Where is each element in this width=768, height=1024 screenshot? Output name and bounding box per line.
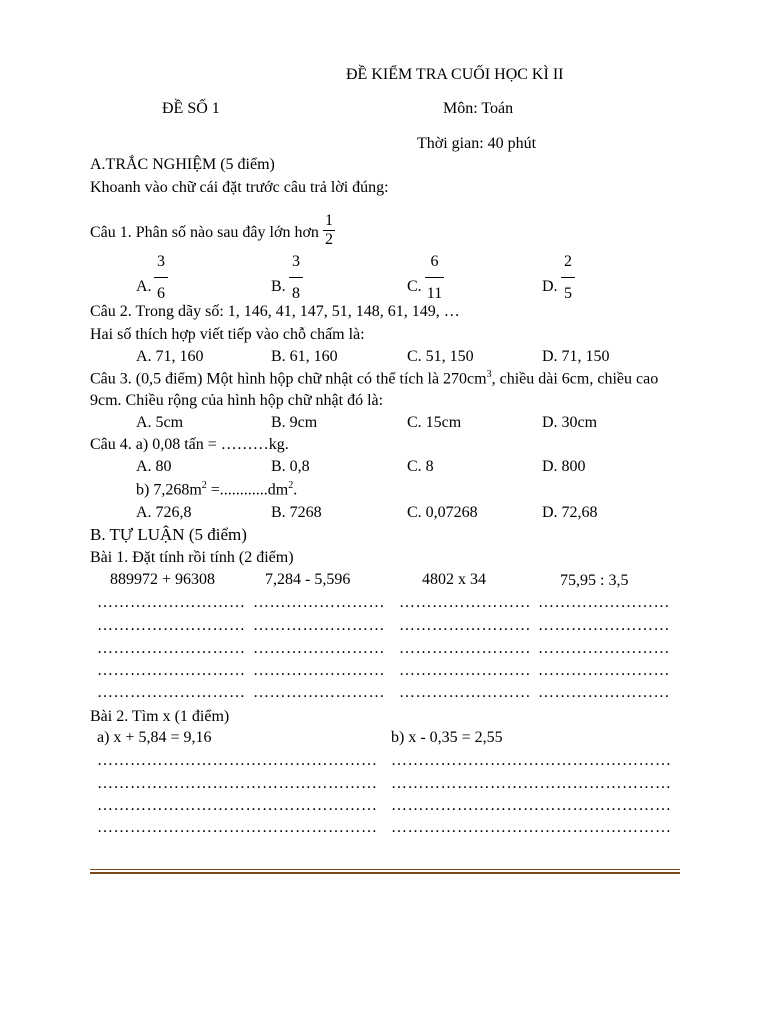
fraction-denominator: 6 <box>157 285 165 302</box>
fraction-numerator: 3 <box>157 253 165 270</box>
question-2-text: Câu 2. Trong dãy số: 1, 146, 41, 147, 51, 148, 61, 149, … <box>90 303 460 320</box>
calc-answer-line: …………………… <box>253 594 385 611</box>
q2-option-d: D. 71, 150 <box>542 348 610 365</box>
footer-rule-thick <box>90 872 680 874</box>
q4a-option-b: B. 0,8 <box>271 458 310 475</box>
part-b-heading: B. TỰ LUẬN (5 điểm) <box>90 525 247 544</box>
calc-answer-line: …………………… <box>253 662 385 679</box>
part-a-heading: A.TRẮC NGHIỆM (5 điểm) <box>90 156 275 173</box>
calc-answer-line: ……………………… <box>97 617 246 634</box>
q3-option-a: A. 5cm <box>136 414 184 431</box>
q4b-option-c: C. 0,07268 <box>407 504 478 521</box>
bai-2-part-b: b) x - 0,35 = 2,55 <box>391 729 503 746</box>
calc-answer-line: …………………… <box>538 617 670 634</box>
q1-option-c-fraction <box>425 254 444 302</box>
calc-answer-line: ……………………… <box>97 684 246 701</box>
find-x-answer-line: …………………………………………… <box>391 819 672 836</box>
bai-1-expression-3: 4802 x 34 <box>422 571 486 588</box>
q1-option-a-fraction <box>154 254 168 302</box>
calc-answer-line: …………………… <box>253 617 385 634</box>
q4b-superscript-2: 2 <box>288 480 294 491</box>
question-4b-text <box>136 480 297 500</box>
bai-1-expression-4: 75,95 : 3,5 <box>560 572 629 589</box>
q4a-option-d: D. 800 <box>542 458 586 475</box>
bai-1-expression-1: 889972 + 96308 <box>110 571 216 588</box>
calc-answer-line: …………………… <box>538 640 670 657</box>
calc-answer-line: …………………… <box>538 662 670 679</box>
q4a-option-a: A. 80 <box>136 458 172 475</box>
q1-option-b-fraction <box>289 254 303 302</box>
fraction-denominator: 8 <box>292 285 300 302</box>
q2-option-c: C. 51, 150 <box>407 348 474 365</box>
fraction-denominator: 11 <box>426 285 443 302</box>
q1-option-b-label: B. <box>271 278 286 295</box>
find-x-answer-line: …………………………………………… <box>97 797 378 814</box>
fraction-denominator: 2 <box>325 231 333 248</box>
exam-time: Thời gian: 40 phút <box>417 135 537 152</box>
calc-answer-line: …………………… <box>399 617 531 634</box>
bai-1-expression-2: 7,284 - 5,596 <box>265 571 351 588</box>
q4b-option-b: B. 7268 <box>271 504 322 521</box>
fraction-denominator: 5 <box>564 285 572 302</box>
q3-superscript: 3 <box>486 369 492 380</box>
q4b-text-b: =............dm <box>206 481 289 499</box>
question-3-text-2: 9cm. Chiều rộng của hình hộp chữ nhật đó là: <box>90 392 384 409</box>
footer-rule-thin <box>90 869 680 870</box>
calc-answer-line: …………………… <box>399 684 531 701</box>
bai-2-title: Bài 2. Tìm x (1 điểm) <box>90 708 230 725</box>
calc-answer-line: ……………………… <box>97 662 246 679</box>
fraction-numerator: 2 <box>564 253 572 270</box>
question-4-text: Câu 4. a) 0,08 tấn = ………kg. <box>90 436 289 453</box>
q4b-superscript-1: 2 <box>201 480 207 491</box>
question-2-text-2: Hai số thích hợp viết tiếp vào chỗ chấm là: <box>90 326 365 343</box>
q4b-text-c: . <box>293 481 298 499</box>
question-3-text <box>90 369 658 389</box>
calc-answer-line: ……………………… <box>97 594 246 611</box>
exam-number: ĐỀ SỐ 1 <box>162 100 220 117</box>
q1-option-d-label: D. <box>542 278 558 295</box>
q3-text-a: Câu 3. (0,5 điểm) Một hình hộp chữ nhật có thể tích là 270cm <box>90 370 487 388</box>
fraction-numerator: 3 <box>292 253 300 270</box>
calc-answer-line: …………………… <box>399 662 531 679</box>
calc-answer-line: …………………… <box>538 684 670 701</box>
fraction-numerator: 6 <box>430 253 439 270</box>
calc-answer-line: …………………… <box>399 640 531 657</box>
q1-option-c-label: C. <box>407 278 422 295</box>
exam-title: ĐỀ KIỂM TRA CUỐI HỌC KÌ II <box>346 66 564 83</box>
q2-option-a: A. 71, 160 <box>136 348 204 365</box>
q4b-option-a: A. 726,8 <box>136 504 192 521</box>
find-x-answer-line: …………………………………………… <box>391 752 672 769</box>
q2-option-b: B. 61, 160 <box>271 348 338 365</box>
calc-answer-line: …………………… <box>253 684 385 701</box>
calc-answer-line: …………………… <box>399 594 531 611</box>
q4b-option-d: D. 72,68 <box>542 504 598 521</box>
calc-answer-line: …………………… <box>253 640 385 657</box>
find-x-answer-line: …………………………………………… <box>97 775 378 792</box>
find-x-answer-line: …………………………………………… <box>97 819 378 836</box>
bai-2-part-a: a) x + 5,84 = 9,16 <box>97 729 212 746</box>
q1-option-d-fraction <box>561 254 575 302</box>
question-1-reference-fraction <box>323 213 335 248</box>
part-a-instruction: Khoanh vào chữ cái đặt trước câu trả lời đúng: <box>90 179 389 196</box>
q1-option-a-label: A. <box>136 278 152 295</box>
calc-answer-line: …………………… <box>538 594 670 611</box>
find-x-answer-line: …………………………………………… <box>391 775 672 792</box>
question-1-text: Câu 1. Phân số nào sau đây lớn hơn <box>90 224 319 241</box>
find-x-answer-line: …………………………………………… <box>97 752 378 769</box>
subject: Môn: Toán <box>443 100 514 117</box>
q3-option-b: B. 9cm <box>271 414 318 431</box>
q3-option-d: D. 30cm <box>542 414 598 431</box>
q3-text-b: , chiều dài 6cm, chiều cao <box>491 370 659 388</box>
fraction-numerator: 1 <box>325 212 333 229</box>
find-x-answer-line: …………………………………………… <box>391 797 672 814</box>
bai-1-title: Bài 1. Đặt tính rồi tính (2 điểm) <box>90 549 294 566</box>
q4a-option-c: C. 8 <box>407 458 434 475</box>
q3-option-c: C. 15cm <box>407 414 462 431</box>
calc-answer-line: ……………………… <box>97 640 246 657</box>
q4b-text-a: b) 7,268m <box>136 481 202 499</box>
